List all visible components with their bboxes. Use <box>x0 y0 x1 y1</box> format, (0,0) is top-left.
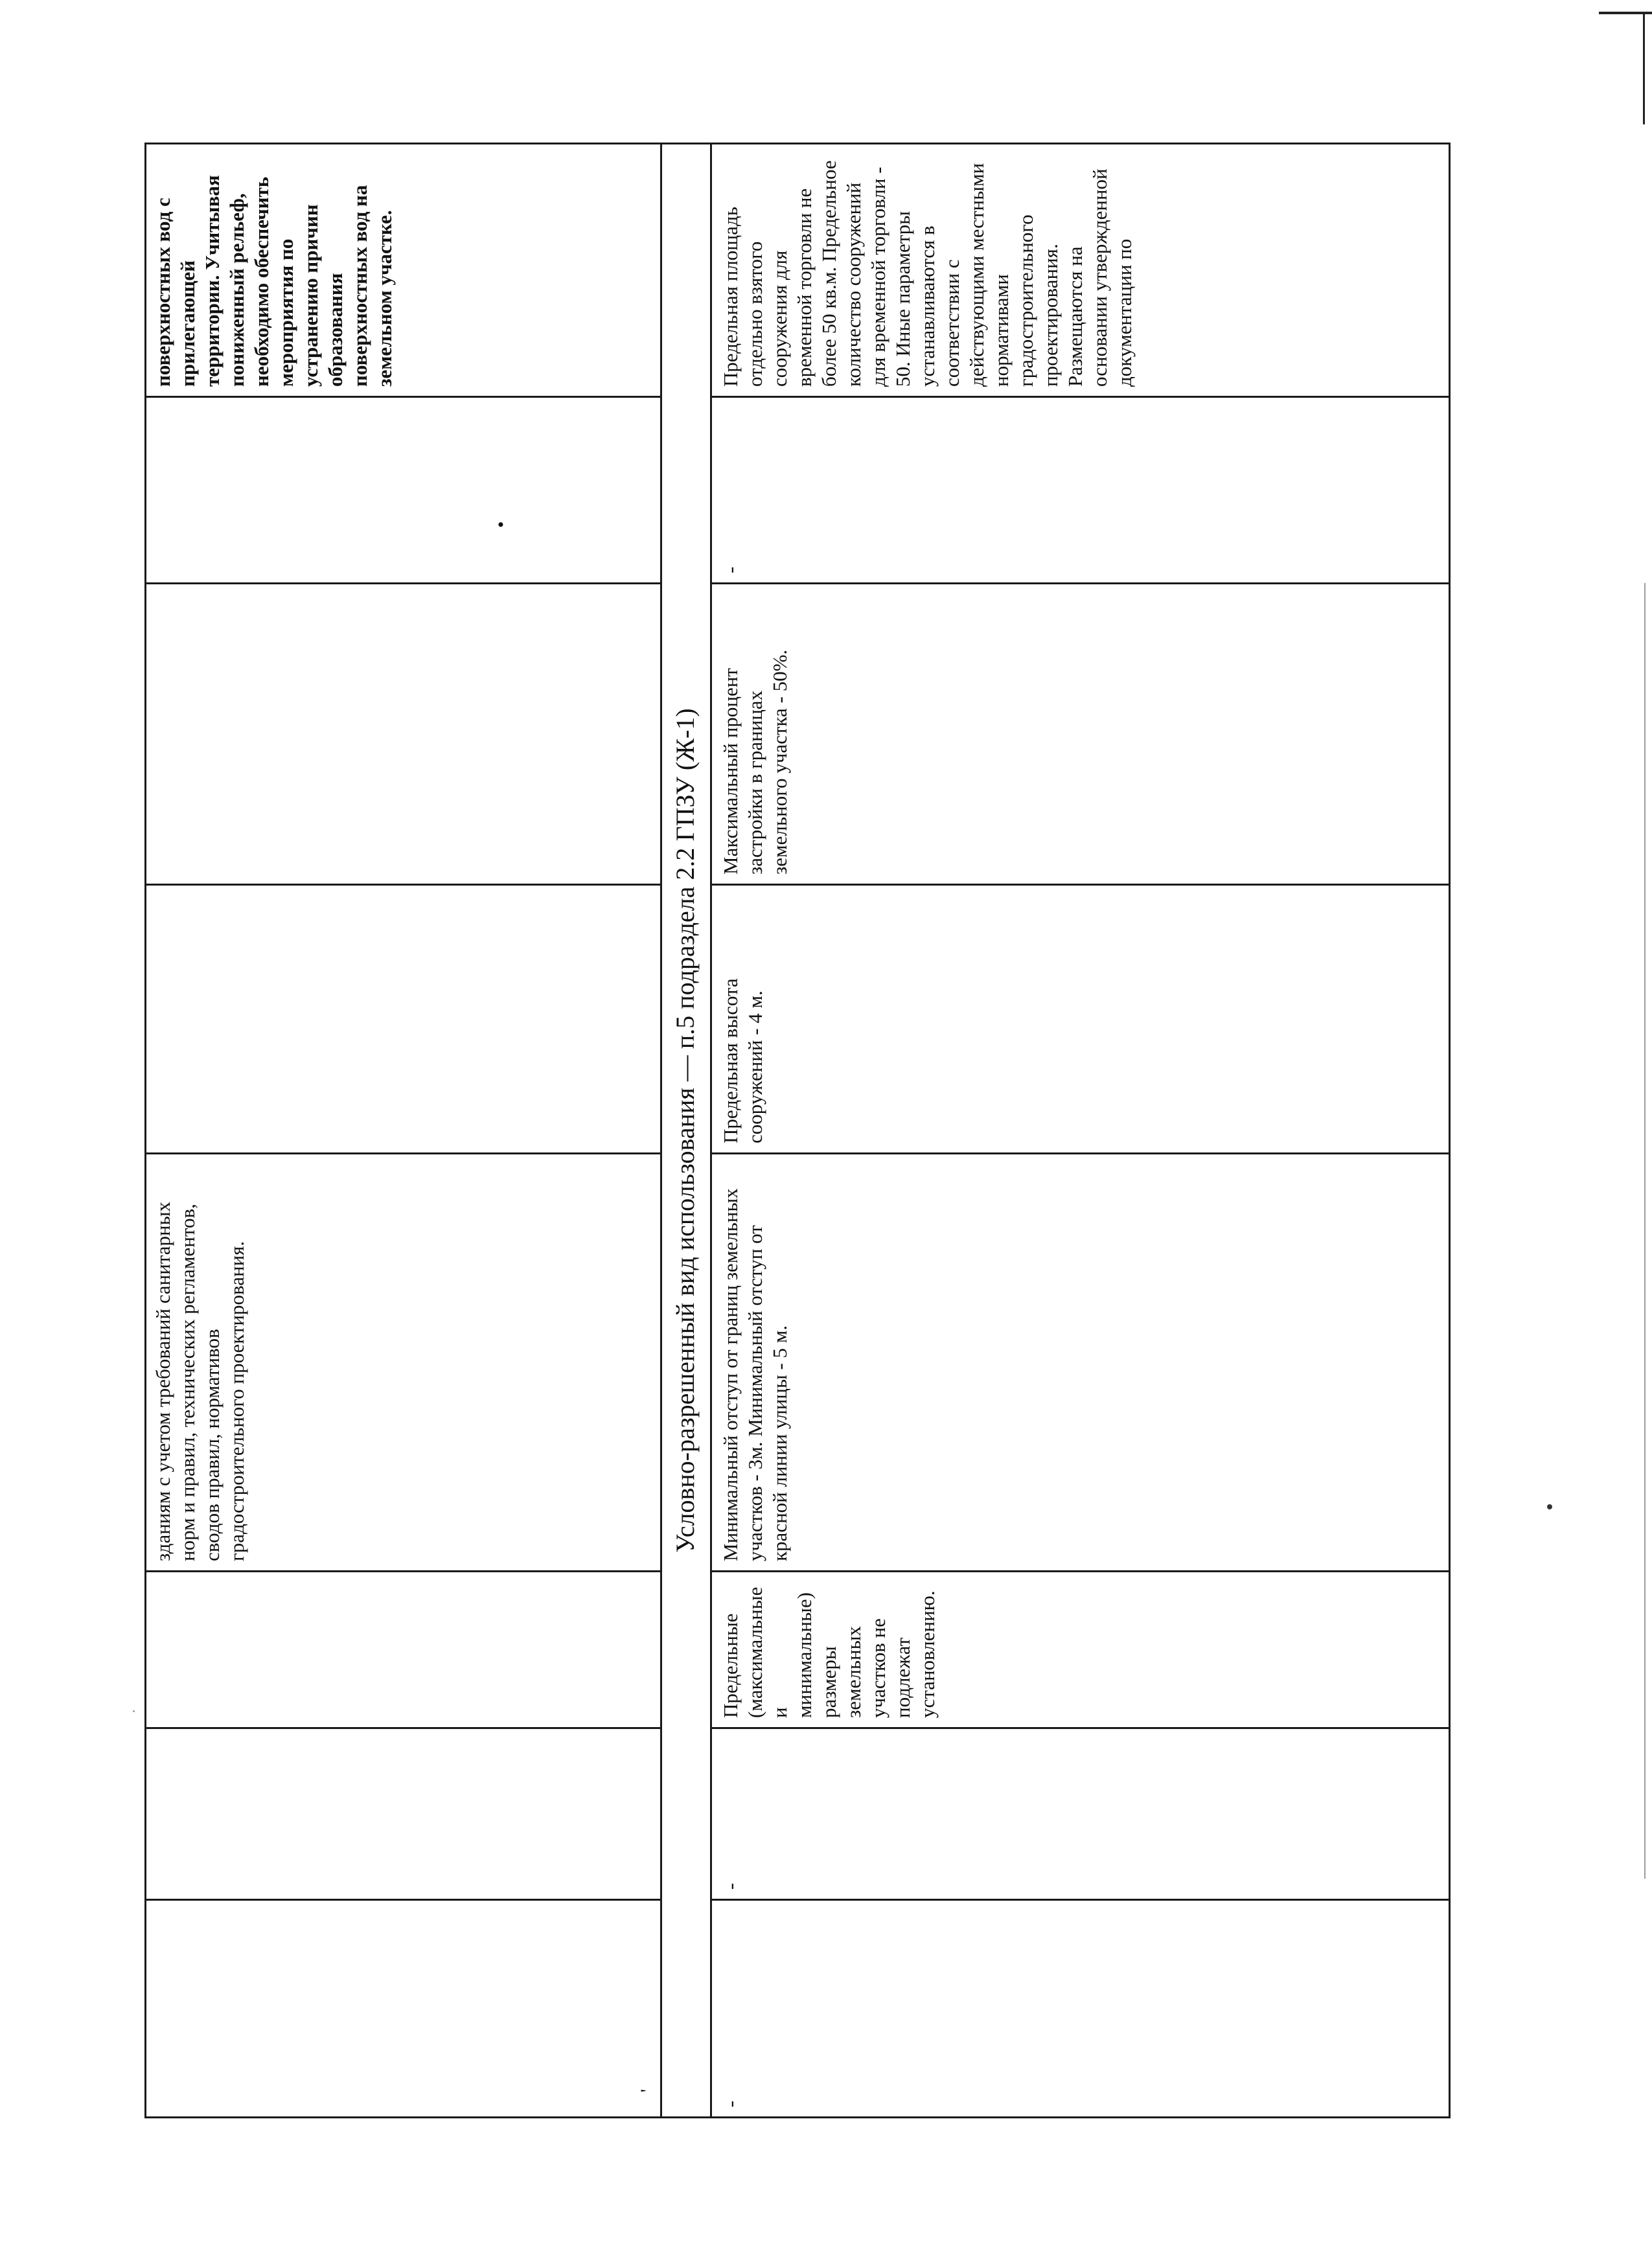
section-title: Условно-разрешенный вид использования — п.5 подраздела 2.2 ГПЗУ (Ж-1) <box>671 708 700 1553</box>
scan-dot <box>1547 1504 1552 1509</box>
rotated-document-page <box>144 143 1451 2118</box>
notes-text-continued: поверхностных вод с прилегающей территории. Учитывая пониженный рельеф, необходимо обеспечить мероприятия по устранению причин образования поверхностных вод на земельном участке. <box>152 175 396 387</box>
cell-area-limits: Предельная площадь отдельно взятого сооружения для временной торговли не более 50 кв.м. Предельное количество сооружений для временной торговли - 50. Иные параметры устанавливаются в соответствии с действующими местными нормативами градостроительного проектирования. Размещаются на основании утвержденной документации по <box>719 160 1136 387</box>
cell-plot-size: Предельные (максимальные и минимальные) размеры земельных участков не подлежат установлению. <box>719 1586 939 1718</box>
cell-other: - <box>719 566 742 573</box>
scan-edge-line <box>1643 14 1645 124</box>
stray-mark: • <box>490 521 512 528</box>
cell-type: - <box>719 1883 742 1890</box>
cell-build-percent: Максимальный процент застройки в границах земельного участка - 50%. <box>719 649 791 875</box>
cell-code: - <box>719 2100 742 2107</box>
stray-mark-apostrophe: ' <box>637 2089 658 2092</box>
cell-max-height: Предельная высота сооружений - 4 м. <box>719 978 766 1143</box>
cell-setbacks: Минимальный отступ от границ земельных участков - 3м. Минимальный отступ от красной линии улицы - 5 м. <box>719 1188 791 1561</box>
rules-text-continued: зданиям с учетом требований санитарных норм и правил, технических регламентов, сводов правил, нормативов градостроительного проектирования. <box>152 1202 248 1561</box>
scan-side-line <box>1644 583 1646 1879</box>
scan-dot-small <box>133 1710 135 1712</box>
